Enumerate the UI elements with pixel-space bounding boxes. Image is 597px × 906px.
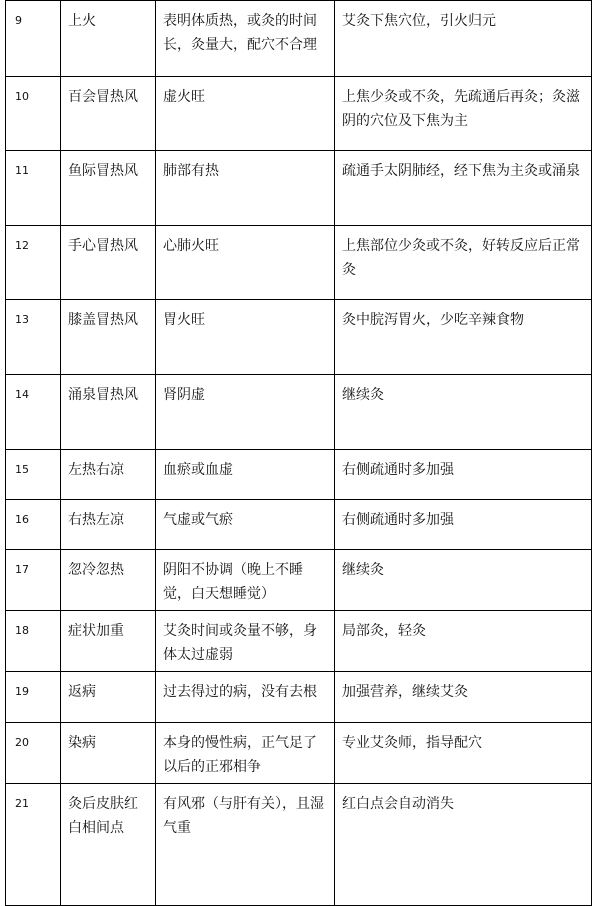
table-row [6, 151, 592, 226]
method-cell: 右侧疏通时多加强 [335, 450, 592, 500]
cause-cell: 表明体质热，或灸的时间长，灸量大，配穴不合理 [156, 1, 335, 77]
cause-cell: 虚火旺 [156, 77, 335, 151]
symptom-cell: 症状加重 [61, 611, 156, 672]
symptom-table [5, 0, 592, 906]
cause-cell: 血瘀或血虚 [156, 450, 335, 500]
symptom-cell: 染病 [61, 723, 156, 784]
method-cell: 加强营养，继续艾灸 [335, 672, 592, 723]
table-row [6, 611, 592, 672]
method-cell: 上焦少灸或不灸，先疏通后再灸；灸滋阴的穴位及下焦为主 [335, 77, 592, 151]
method-cell: 继续灸 [335, 375, 592, 450]
table-row [6, 300, 592, 375]
symptom-cell: 膝盖冒热风 [61, 300, 156, 375]
cause-cell: 肺部有热 [156, 151, 335, 226]
row-number: 16 [6, 500, 61, 550]
table-row [6, 723, 592, 784]
cause-cell: 肾阴虚 [156, 375, 335, 450]
method-cell: 艾灸下焦穴位，引火归元 [335, 1, 592, 77]
row-number: 15 [6, 450, 61, 500]
cause-cell: 胃火旺 [156, 300, 335, 375]
table-row [6, 1, 592, 77]
table-row [6, 550, 592, 611]
cause-cell: 艾灸时间或灸量不够，身体太过虚弱 [156, 611, 335, 672]
symptom-cell: 涌泉冒热风 [61, 375, 156, 450]
cause-cell: 阴阳不协调（晚上不睡觉，白天想睡觉） [156, 550, 335, 611]
symptom-cell: 鱼际冒热风 [61, 151, 156, 226]
table-row [6, 784, 592, 906]
row-number: 12 [6, 226, 61, 300]
symptom-cell: 灸后皮肤红白相间点 [61, 784, 156, 906]
row-number: 21 [6, 784, 61, 906]
symptom-cell: 左热右凉 [61, 450, 156, 500]
method-cell: 疏通手太阴肺经，经下焦为主灸或涌泉 [335, 151, 592, 226]
cause-cell: 过去得过的病，没有去根 [156, 672, 335, 723]
row-number: 18 [6, 611, 61, 672]
row-number: 17 [6, 550, 61, 611]
row-number: 13 [6, 300, 61, 375]
row-number: 14 [6, 375, 61, 450]
cause-cell: 气虚或气瘀 [156, 500, 335, 550]
row-number: 20 [6, 723, 61, 784]
symptom-cell: 忽冷忽热 [61, 550, 156, 611]
symptom-cell: 百会冒热风 [61, 77, 156, 151]
table-row [6, 672, 592, 723]
symptom-cell: 手心冒热风 [61, 226, 156, 300]
table-row [6, 375, 592, 450]
method-cell: 红白点会自动消失 [335, 784, 592, 906]
symptom-cell: 上火 [61, 1, 156, 77]
cause-cell: 心肺火旺 [156, 226, 335, 300]
symptom-cell: 右热左凉 [61, 500, 156, 550]
method-cell: 上焦部位少灸或不灸，好转反应后正常灸 [335, 226, 592, 300]
row-number: 19 [6, 672, 61, 723]
method-cell: 右侧疏通时多加强 [335, 500, 592, 550]
table-row [6, 500, 592, 550]
row-number: 9 [6, 1, 61, 77]
table-row [6, 450, 592, 500]
table-row [6, 226, 592, 300]
symptom-cell: 返病 [61, 672, 156, 723]
method-cell: 专业艾灸师，指导配穴 [335, 723, 592, 784]
cause-cell: 本身的慢性病，正气足了以后的正邪相争 [156, 723, 335, 784]
row-number: 10 [6, 77, 61, 151]
method-cell: 局部灸，轻灸 [335, 611, 592, 672]
cause-cell: 有风邪（与肝有关），且湿气重 [156, 784, 335, 906]
table-row [6, 77, 592, 151]
method-cell: 继续灸 [335, 550, 592, 611]
method-cell: 灸中脘泻胃火，少吃辛辣食物 [335, 300, 592, 375]
row-number: 11 [6, 151, 61, 226]
